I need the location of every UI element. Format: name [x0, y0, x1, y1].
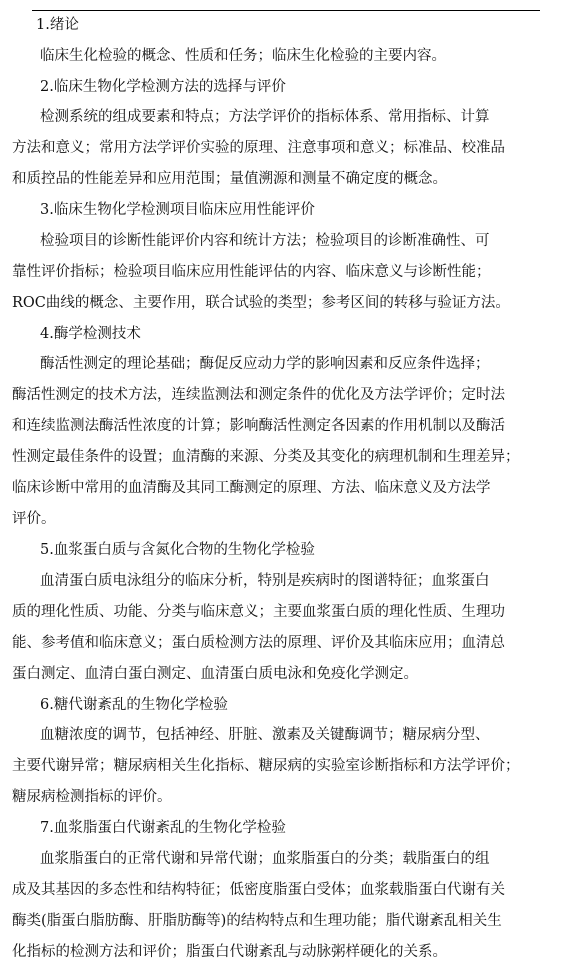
paragraph-line: 糖尿病检测指标的评价。 — [12, 789, 172, 805]
paragraph-line: 检验项目的诊断性能评价内容和统计方法；检验项目的诊断准确性、可 — [40, 232, 490, 249]
paragraph-line: 临床诊断中常用的血清酶及其同工酶测定的原理、方法、临床意义及方法学 — [12, 480, 491, 496]
paragraph-line: 方法和意义；常用方法学评价实验的原理、注意事项和意义；标准品、校准品 — [12, 140, 505, 156]
paragraph-line: 血清蛋白质电泳组分的临床分析，特别是疾病时的图谱特征；血浆蛋白 — [40, 572, 490, 589]
paragraph-line: 质的理化性质、功能、分类与临床意义；主要血浆蛋白质的理化性质、生理功 — [12, 603, 505, 620]
paragraph-line: 蛋白测定、血清白蛋白测定、血清蛋白质电泳和免疫化学测定。 — [12, 665, 418, 682]
section-body-6 — [0, 720, 571, 813]
paragraph-line: 评价。 — [12, 511, 56, 527]
section-heading-2: 2.临床生物化学检测方法的选择与评价 — [40, 78, 286, 95]
paragraph-line: 和连续监测法酶活性浓度的计算；影响酶活性测定各因素的作用机制以及酶活 — [12, 418, 505, 434]
section-body-7 — [0, 844, 571, 968]
paragraph-line: 临床生化检验的概念、性质和任务；临床生化检验的主要内容。 — [40, 47, 446, 64]
section-body-4 — [0, 349, 571, 535]
section-heading-4: 4.酶学检测技术 — [40, 325, 141, 342]
paragraph-line: 成及其基因的多态性和结构特征；低密度脂蛋白受体；血浆载脂蛋白代谢有关 — [12, 881, 505, 898]
paragraph-line: 酶类(脂蛋白脂肪酶、肝脂肪酶等)的结构特点和生理功能；脂代谢紊乱相关生 — [12, 912, 502, 929]
section-heading-6: 6.糖代谢紊乱的生物化学检验 — [40, 696, 228, 713]
paragraph-line: 血糖浓度的调节，包括神经、肝脏、激素及关键酶调节；糖尿病分型、 — [40, 727, 490, 743]
paragraph-line: 靠性评价指标；检验项目临床应用性能评估的内容、临床意义与诊断性能； — [12, 263, 491, 280]
document-body — [0, 10, 571, 968]
section-body-3 — [0, 226, 571, 319]
paragraph-line: 检测系统的组成要素和特点；方法学评价的指标体系、常用指标、计算 — [40, 109, 490, 125]
paragraph-line: 酶活性测定的技术方法，连续监测法和测定条件的优化及方法学评价；定时法 — [12, 387, 505, 403]
paragraph-line: 血浆脂蛋白的正常代谢和异常代谢；血浆脂蛋白的分类；载脂蛋白的组 — [40, 850, 490, 867]
paragraph-line: 能、参考值和临床意义；蛋白质检测方法的原理、评价及其临床应用；血清总 — [12, 634, 505, 651]
section-heading-3: 3.临床生物化学检测项目临床应用性能评价 — [40, 202, 315, 218]
paragraph-line: 性测定最佳条件的设置；血清酶的来源、分类及其变化的病理机制和生理差异； — [12, 449, 520, 465]
paragraph-line: 酶活性测定的理论基础；酶促反应动力学的影响因素和反应条件选择； — [40, 356, 490, 372]
section-heading-7: 7.血浆脂蛋白代谢紊乱的生物化学检验 — [40, 820, 286, 836]
section-heading-5: 5.血浆蛋白质与含氮化合物的生物化学检验 — [40, 542, 315, 558]
section-body-5 — [0, 566, 571, 690]
paragraph-line: 和质控品的性能差异和应用范围；量值溯源和测量不确定度的概念。 — [12, 171, 447, 187]
section-body-1 — [0, 41, 571, 72]
section-body-2 — [0, 102, 571, 195]
section-heading-1: 1.绪论 — [36, 17, 79, 33]
paragraph-line: 主要代谢异常；糖尿病相关生化指标、糖尿病的实验室诊断指标和方法学评价； — [12, 758, 520, 774]
paragraph-line: 化指标的检测方法和评价；脂蛋白代谢紊乱与动脉粥样硬化的关系。 — [12, 943, 447, 960]
paragraph-line: ROC曲线的概念、主要作用，联合试验的类型；参考区间的转移与验证方法。 — [12, 294, 510, 311]
